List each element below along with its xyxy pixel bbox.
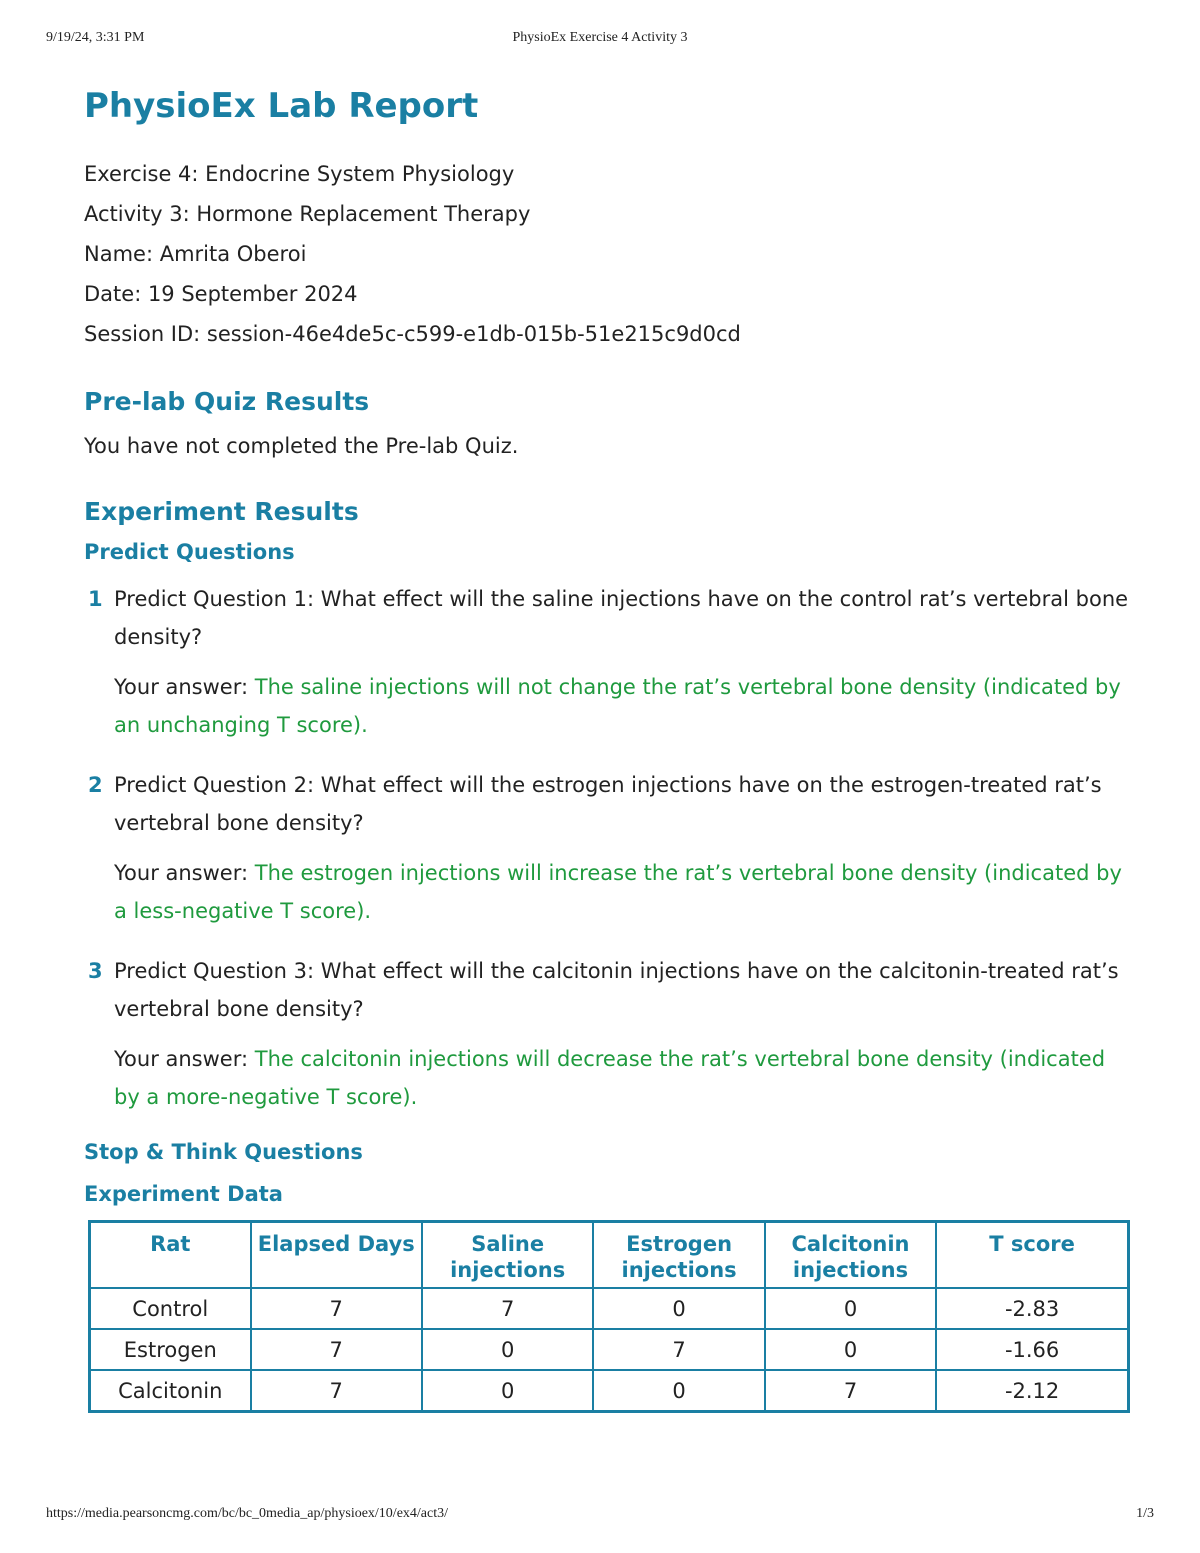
table-cell: 0 <box>765 1288 936 1329</box>
print-footer <box>46 1506 1154 1526</box>
predict-question <box>84 952 1134 1116</box>
stop-think-heading: Stop & Think Questions <box>84 1140 363 1164</box>
question-text: Predict Question 3: What effect will the calcitonin injections have on the calcitonin-treated rat’s vertebral bone density? <box>114 959 1119 1021</box>
table-cell: -2.12 <box>936 1370 1128 1412</box>
date-line: Date: 19 September 2024 <box>84 282 358 306</box>
print-doc-title: PhysioEx Exercise 4 Activity 3 <box>512 30 688 45</box>
session-id-line: Session ID: session-46e4de5c-c599-e1db-015b-51e215c9d0cd <box>84 322 741 346</box>
column-header-t-score: T score <box>936 1222 1128 1289</box>
answer-label: Your answer: <box>114 861 255 885</box>
prelab-heading: Pre-lab Quiz Results <box>84 387 370 416</box>
table-cell: Estrogen <box>90 1329 251 1370</box>
table-row <box>90 1288 1129 1329</box>
question-answer <box>114 1040 1134 1116</box>
predict-question <box>84 580 1134 744</box>
question-text: Predict Question 2: What effect will the estrogen injections have on the estrogen-treated rat’s vertebral bone density? <box>114 773 1102 835</box>
table-cell: 7 <box>251 1288 422 1329</box>
table-row <box>90 1370 1129 1412</box>
column-header-estrogen: Estrogen injections <box>593 1222 764 1289</box>
experiment-data-table <box>88 1220 1130 1413</box>
prelab-status: You have not completed the Pre-lab Quiz. <box>84 434 519 458</box>
question-answer <box>114 668 1134 744</box>
table-cell: 7 <box>251 1370 422 1412</box>
table-cell: 7 <box>251 1329 422 1370</box>
predict-questions-heading: Predict Questions <box>84 540 295 564</box>
print-datetime: 9/19/24, 3:31 PM <box>46 30 145 45</box>
table-cell: 0 <box>765 1329 936 1370</box>
activity-line: Activity 3: Hormone Replacement Therapy <box>84 202 531 226</box>
question-answer <box>114 854 1134 930</box>
exercise-line: Exercise 4: Endocrine System Physiology <box>84 162 515 186</box>
table-cell: Calcitonin <box>90 1370 251 1412</box>
answer-text: The estrogen injections will increase the rat’s vertebral bone density (indicated by a less-negative T score). <box>114 861 1122 923</box>
table-cell: -2.83 <box>936 1288 1128 1329</box>
name-line: Name: Amrita Oberoi <box>84 242 307 266</box>
report-meta <box>84 154 1134 354</box>
table-cell: 7 <box>422 1288 593 1329</box>
table-cell: -1.66 <box>936 1329 1128 1370</box>
experiment-data-heading: Experiment Data <box>84 1182 283 1206</box>
table-cell: 0 <box>422 1329 593 1370</box>
question-number: 2 <box>88 773 103 797</box>
answer-label: Your answer: <box>114 1047 255 1071</box>
answer-label: Your answer: <box>114 675 255 699</box>
question-number: 3 <box>88 959 103 983</box>
table-cell: Control <box>90 1288 251 1329</box>
table-cell: 7 <box>593 1329 764 1370</box>
answer-text: The calcitonin injections will decrease the rat’s vertebral bone density (indicated by a more-negative T score). <box>114 1047 1106 1109</box>
print-url: https://media.pearsoncmg.com/bc/bc_0media_ap/physioex/10/ex4/act3/ <box>46 1506 449 1521</box>
column-header-elapsed-days: Elapsed Days <box>251 1222 422 1289</box>
print-header <box>46 30 1154 50</box>
table-header-row <box>90 1222 1129 1289</box>
answer-text: The saline injections will not change the rat’s vertebral bone density (indicated by an unchanging T score). <box>114 675 1121 737</box>
experiment-results-heading: Experiment Results <box>84 497 359 526</box>
question-text: Predict Question 1: What effect will the saline injections have on the control rat’s vertebral bone density? <box>114 587 1129 649</box>
print-page-number: 1/3 <box>1136 1506 1154 1521</box>
table-cell: 7 <box>765 1370 936 1412</box>
table-cell: 0 <box>593 1288 764 1329</box>
column-header-rat: Rat <box>90 1222 251 1289</box>
lab-report <box>84 84 1134 1413</box>
table-row <box>90 1329 1129 1370</box>
column-header-calcitonin: Calcitonin injections <box>765 1222 936 1289</box>
column-header-saline: Saline injections <box>422 1222 593 1289</box>
predict-question <box>84 766 1134 930</box>
question-number: 1 <box>88 587 103 611</box>
page-title: PhysioEx Lab Report <box>84 86 479 126</box>
table-cell: 0 <box>593 1370 764 1412</box>
table-cell: 0 <box>422 1370 593 1412</box>
